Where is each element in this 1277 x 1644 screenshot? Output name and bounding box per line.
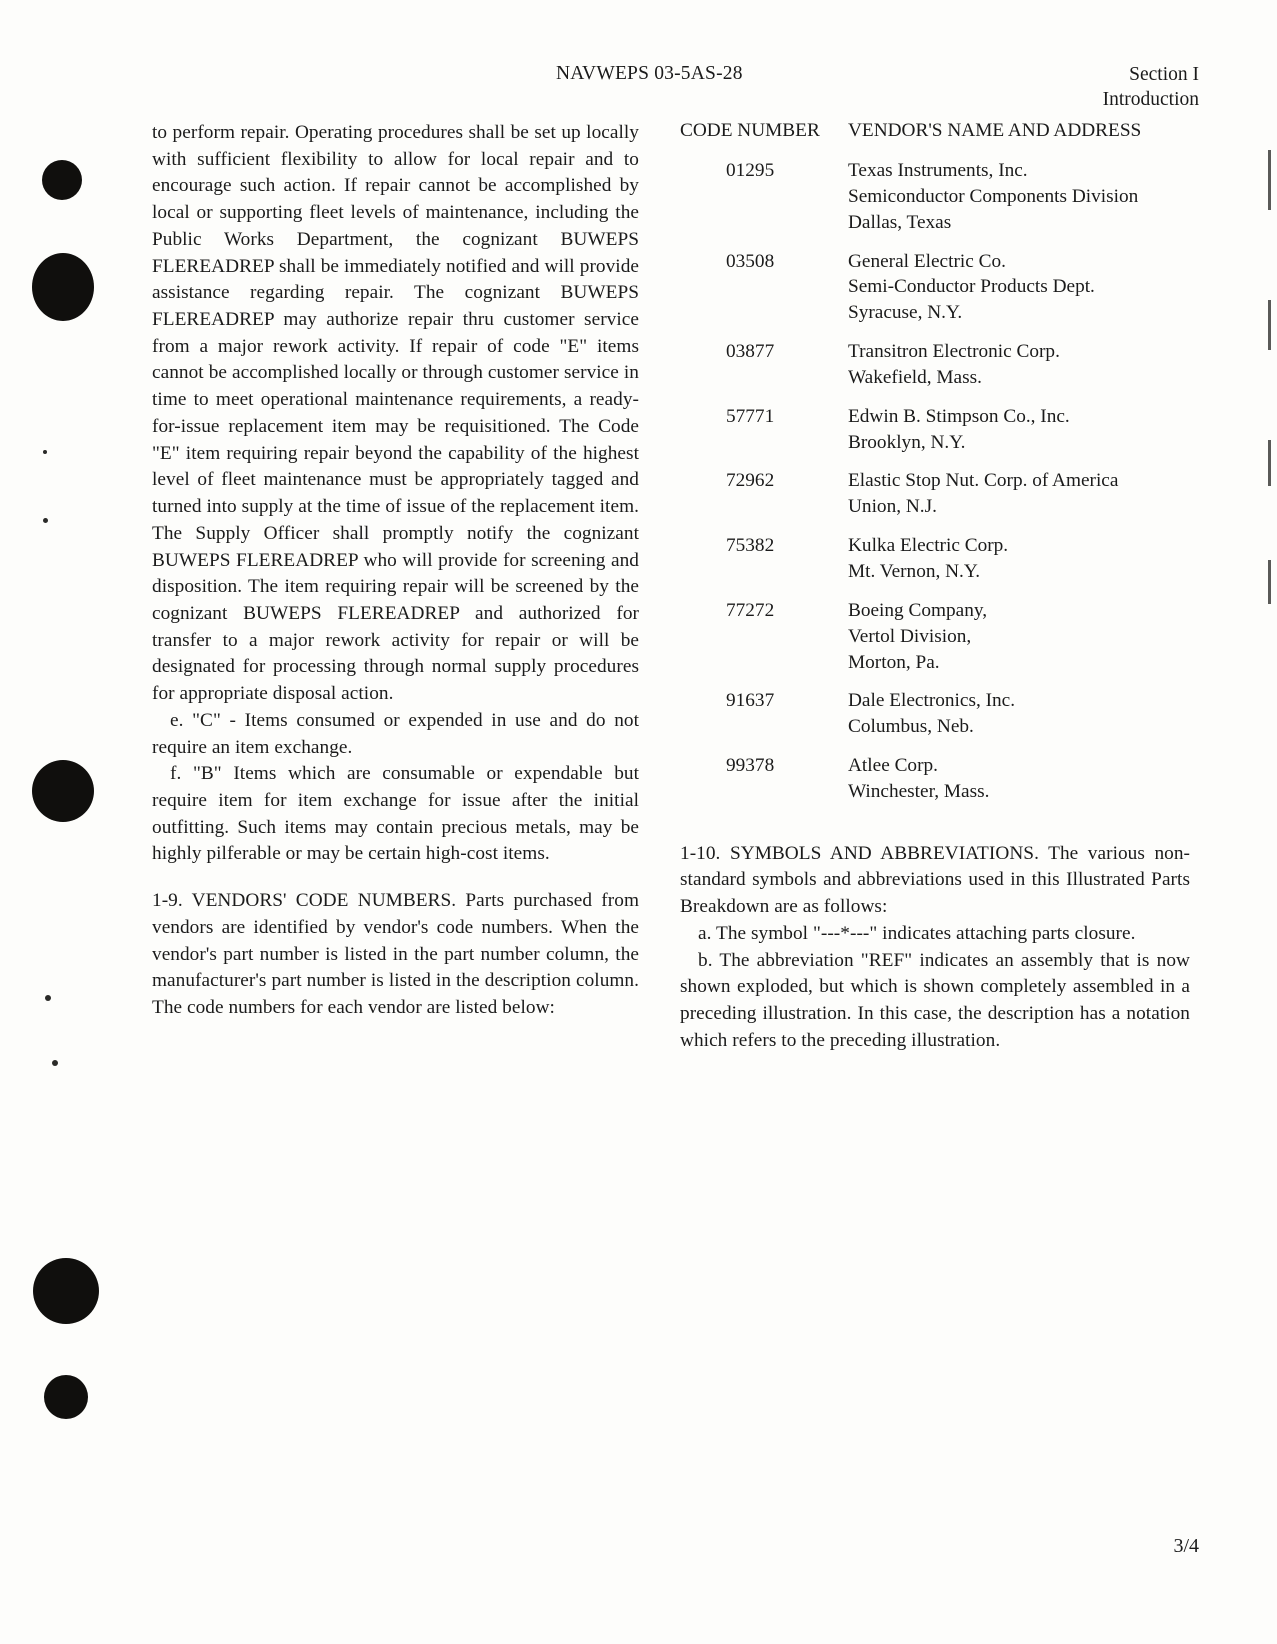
vendor-address-line: Morton, Pa. bbox=[848, 651, 940, 673]
vendor-table-body bbox=[680, 158, 1190, 805]
vendor-address-line: General Electric Co. bbox=[848, 250, 1006, 272]
running-head bbox=[0, 63, 1277, 121]
vendor-address-line: Mt. Vernon, N.Y. bbox=[848, 560, 981, 582]
scan-artifact-speck bbox=[52, 1060, 58, 1066]
vendor-address-line: Syracuse, N.Y. bbox=[848, 302, 963, 324]
section-label bbox=[1103, 63, 1199, 113]
vendor-table-header bbox=[680, 120, 1190, 142]
vendor-name-and-address bbox=[848, 753, 1190, 805]
vendor-address-line: Dale Electronics, Inc. bbox=[848, 690, 1016, 712]
vendor-code: 01295 bbox=[726, 160, 775, 181]
paragraph-item-e: e. "C" - Items consumed or expended in use and do not require an item exchange. bbox=[152, 709, 639, 758]
vendor-address-line: Semiconductor Components Division bbox=[848, 185, 1139, 207]
column-header-vendor-name: VENDOR'S NAME AND ADDRESS bbox=[848, 120, 1142, 141]
scan-artifact-hole bbox=[44, 1375, 88, 1419]
vendor-address-line: Union, N.J. bbox=[848, 496, 937, 518]
vendor-row bbox=[680, 468, 1190, 520]
vendor-address-line: Wakefield, Mass. bbox=[848, 366, 982, 388]
vendor-row bbox=[680, 688, 1190, 740]
page-number: 3/4 bbox=[1173, 1535, 1199, 1557]
vendor-code: 99378 bbox=[726, 755, 775, 777]
vendor-code: 03877 bbox=[726, 341, 775, 363]
right-column bbox=[680, 120, 1190, 1054]
vendor-code: 91637 bbox=[726, 690, 775, 712]
vendor-address-line: Edwin B. Stimpson Co., Inc. bbox=[848, 405, 1070, 427]
vendor-row bbox=[680, 404, 1190, 456]
column-header-code-number: CODE NUMBER bbox=[680, 120, 820, 141]
vendor-row bbox=[680, 339, 1190, 391]
body-columns bbox=[0, 120, 1277, 1051]
vendor-name-and-address bbox=[848, 598, 1190, 676]
vendor-code: 03508 bbox=[726, 250, 775, 272]
paragraph-item-f: f. "B" Items which are consumable or expendable but require item for item exchange for issue after the initial outfitting. Such items may contain precious metals, may be highly pilferable or may be certain high-cost items. bbox=[152, 763, 639, 865]
vendor-row bbox=[680, 598, 1190, 676]
vendor-code: 57771 bbox=[726, 405, 775, 427]
symbols-section bbox=[680, 841, 1190, 1055]
vendor-address-line: Dallas, Texas bbox=[848, 211, 952, 233]
vendor-name-and-address bbox=[848, 249, 1190, 327]
vendor-row bbox=[680, 249, 1190, 327]
section-heading-1-9: 1-9. VENDORS' CODE NUMBERS. Parts purchased from vendors are identified by vendor's code numbers. When the vendor's part number is listed in the part number column, the manufacturer's part number is listed in the description column. The code numbers for each vendor are listed below: bbox=[152, 890, 639, 1018]
vendor-address-line: Transitron Electronic Corp. bbox=[848, 341, 1060, 363]
vendor-name-and-address bbox=[848, 339, 1190, 391]
vendor-address-line: Columbus, Neb. bbox=[848, 716, 974, 738]
vendor-address-line: Elastic Stop Nut. Corp. of America bbox=[848, 470, 1119, 492]
vendor-row bbox=[680, 533, 1190, 585]
vendor-address-line: Vertol Division, bbox=[848, 625, 972, 647]
vendor-row bbox=[680, 753, 1190, 805]
vendor-name-and-address bbox=[848, 533, 1190, 585]
paragraph-item-a: a. The symbol "---*---" indicates attaching parts closure. bbox=[698, 922, 1136, 944]
vendor-name-and-address bbox=[848, 404, 1190, 456]
scan-artifact-speck bbox=[45, 995, 51, 1001]
vendor-address-line: Semi-Conductor Products Dept. bbox=[848, 276, 1095, 298]
paragraph-item-b: b. The abbreviation "REF" indicates an assembly that is now shown exploded, but which is shown completely assembled in a preceding illustration. In this case, the description has a notation which refers to the preceding illustration. bbox=[680, 949, 1190, 1051]
left-column bbox=[152, 120, 639, 1022]
vendor-address-line: Kulka Electric Corp. bbox=[848, 535, 1009, 557]
vendor-code: 72962 bbox=[726, 470, 775, 492]
scan-artifact-hole bbox=[33, 1258, 99, 1324]
vendor-address-line: Winchester, Mass. bbox=[848, 780, 990, 802]
vendor-address-line: Boeing Company, bbox=[848, 599, 988, 621]
vendor-code: 77272 bbox=[726, 599, 775, 621]
section-heading-1-10: 1-10. SYMBOLS AND ABBREVIATIONS. The various non-standard symbols and abbreviations used in this Illustrated Parts Breakdown are as follows: bbox=[680, 842, 1190, 918]
section-name: Section I bbox=[1129, 64, 1199, 85]
vendor-address-line: Brooklyn, N.Y. bbox=[848, 431, 966, 453]
vendor-address-line: Texas Instruments, Inc. bbox=[848, 160, 1028, 181]
vendor-name-and-address bbox=[848, 158, 1190, 236]
subsection-name: Introduction bbox=[1102, 88, 1199, 110]
vendor-row bbox=[680, 158, 1190, 236]
vendor-name-and-address bbox=[848, 688, 1190, 740]
vendor-code: 75382 bbox=[726, 535, 775, 557]
document-number: NAVWEPS 03-5AS-28 bbox=[556, 63, 743, 84]
vendor-name-and-address bbox=[848, 468, 1190, 520]
paragraph-continued: to perform repair. Operating procedures shall be set up locally with sufficient flexibility to allow for local repair and to encourage such action. If repair cannot be accomplished by local or supporting fleet levels of maintenance, including the Public Works Department, the cognizant BUWEPS FLEREADREP shall be immediately notified and will provide assistance regarding repair. The cognizant BUWEPS FLEREADREP may authorize repair thru customer service from a major rework activity. If repair of code "E" items cannot be accomplished locally or through customer service in time to meet operational maintenance requirements, a ready-for-issue replacement item may be requisitioned. The Code "E" item requiring repair beyond the capability of the highest level of fleet maintenance must be appropriately tagged and turned into supply at the time of issue of the replacement item. The Supply Officer shall promptly notify the cognizant BUWEPS FLEREADREP who will provide for screening and disposition. The item requiring repair will be screened by the cognizant BUWEPS FLEREADREP and authorized for transfer to a major rework activity for repair or will be designated for processing through normal supply procedures for appropriate disposal action. bbox=[152, 122, 639, 705]
vendor-address-line: Atlee Corp. bbox=[848, 755, 938, 777]
